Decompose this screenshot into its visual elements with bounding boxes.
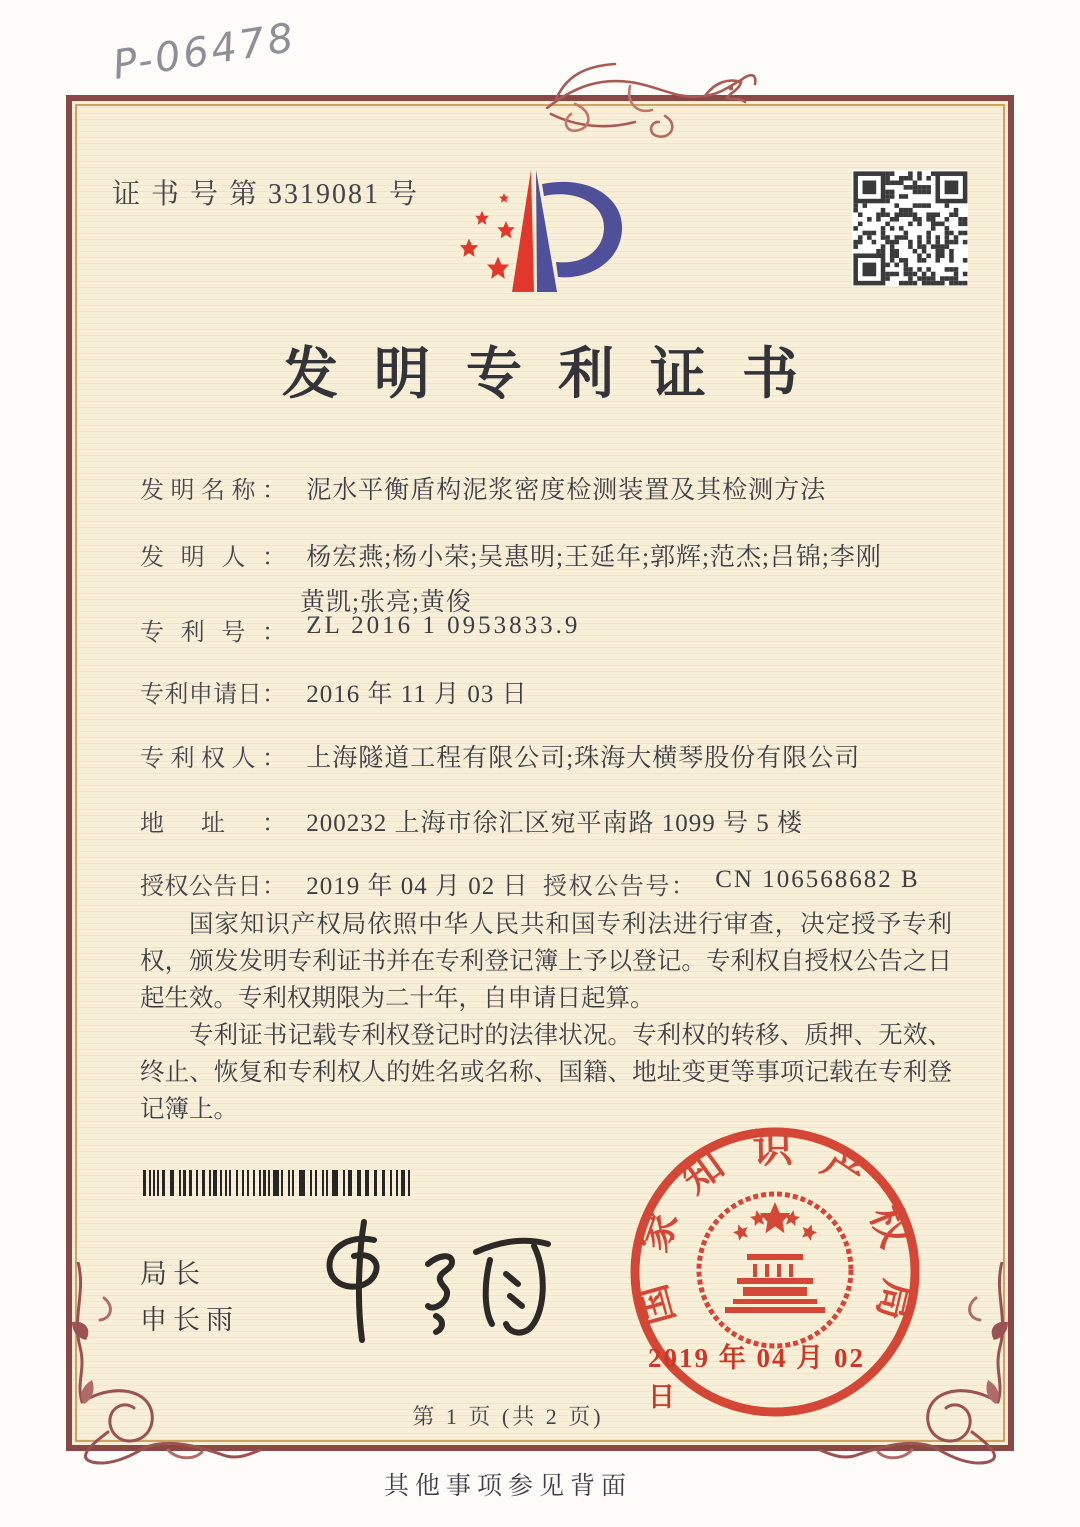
field-label: 专利申请日： bbox=[140, 682, 286, 708]
barcode-icon bbox=[143, 1170, 419, 1196]
field-label: 发明人： bbox=[140, 545, 286, 571]
field-value: 泥水平衡盾构泥浆密度检测装置及其检测方法 bbox=[306, 477, 827, 504]
field-label: 专利权人： bbox=[140, 746, 286, 772]
legal-paragraph: 专利证书记载专利权登记时的法律状况。专利权的转移、质押、无效、终止、恢复和专利权人的姓名或名称、国籍、地址变更等事项记载在专利登记簿上。 bbox=[140, 1022, 952, 1123]
field-value: 杨宏燕;杨小荣;吴惠明;王延年;郭辉;范杰;吕锦;李刚 bbox=[306, 544, 882, 571]
cnipa-logo-icon bbox=[452, 166, 632, 306]
back-side-note: 其他事项参见背面 bbox=[383, 1473, 632, 1500]
signer-title: 局长 bbox=[140, 1259, 206, 1289]
field-address bbox=[140, 803, 960, 839]
field-value: 上海隧道工程有限公司;珠海大横琴股份有限公司 bbox=[306, 745, 861, 772]
field-label: 地址： bbox=[140, 811, 286, 837]
field-value: 2016 年 11 月 03 日 bbox=[306, 681, 528, 708]
field-value-line2: 黄凯;张亮;黄俊 bbox=[300, 589, 472, 616]
field-invention-name bbox=[140, 470, 960, 506]
page-number: 第 1 页 (共 2 页) bbox=[412, 1404, 604, 1429]
field-value: 200232 上海市徐汇区宛平南路 1099 号 5 楼 bbox=[306, 810, 804, 837]
legal-paragraph: 国家知识产权局依照中华人民共和国专利法进行审查，决定授予专利权，颁发发明专利证书并在专利登记簿上予以登记。专利权自授权公告之日起生效。专利权期限为二十年，自申请日起算。 bbox=[140, 911, 952, 1012]
field-inventors bbox=[140, 537, 960, 618]
seal-ring-text: 国家知识产权局 bbox=[628, 1125, 922, 1331]
field-value: ZL 2016 1 0953833.9 bbox=[306, 612, 581, 639]
field-label: 发明名称： bbox=[140, 478, 286, 504]
signer-name: 申长雨 bbox=[140, 1305, 239, 1335]
floral-corner-ornament-icon bbox=[48, 1262, 268, 1472]
legal-text bbox=[140, 906, 952, 1128]
field-patentee bbox=[140, 738, 960, 774]
handwritten-code: P-06478 bbox=[109, 14, 300, 89]
certificate-number: 证 书 号 第 3319081 号 bbox=[112, 179, 420, 210]
field-grant-no bbox=[543, 866, 963, 901]
field-filing-date bbox=[140, 674, 960, 710]
field-label: 授权公告日： bbox=[140, 874, 286, 900]
field-patent-no bbox=[140, 612, 960, 647]
signature-shen-changyu-icon bbox=[278, 1212, 568, 1347]
field-label: 专利号： bbox=[140, 620, 286, 646]
page-title: 发明专利证书 bbox=[282, 344, 834, 406]
field-value: 2019 年 04 月 02 日 bbox=[306, 873, 529, 900]
qr-code-icon bbox=[852, 170, 968, 286]
seal-date: 2019 年 04 月 02 日 bbox=[648, 1343, 865, 1412]
field-value: CN 106568682 B bbox=[715, 866, 920, 893]
double-dragon-ornament-icon bbox=[330, 56, 760, 152]
field-label: 授权公告号： bbox=[543, 874, 695, 900]
national-emblem-icon bbox=[699, 1194, 851, 1346]
